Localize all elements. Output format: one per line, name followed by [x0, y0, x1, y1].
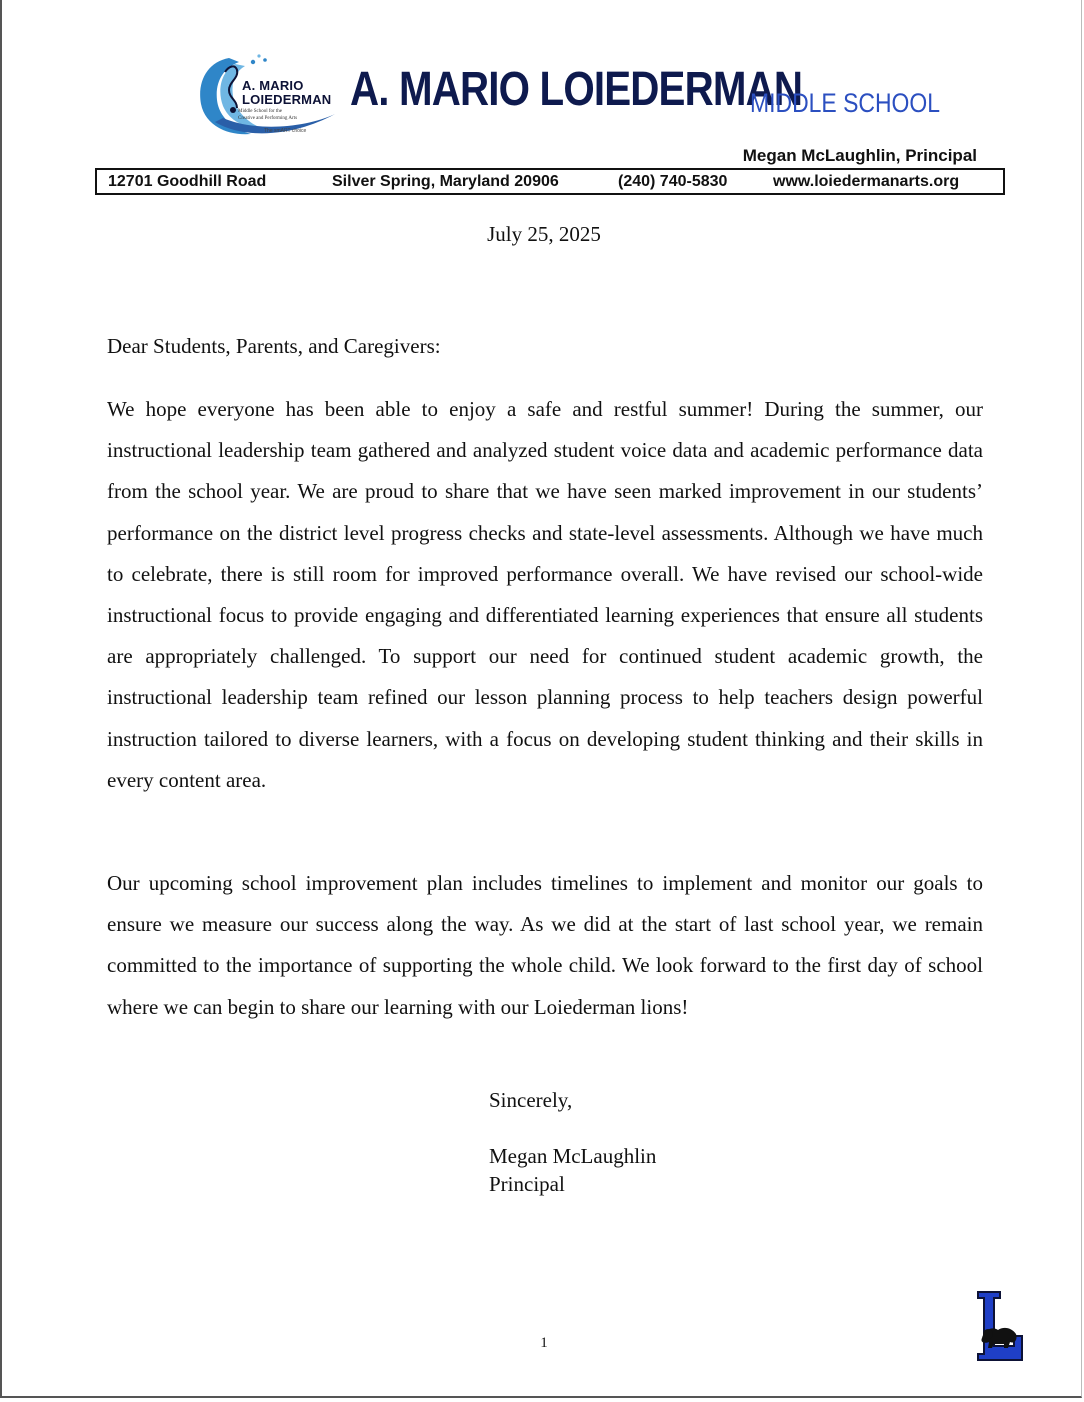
logo-subtitle-2: Creative and Performing Arts — [238, 116, 298, 121]
signer-title: Principal — [489, 1172, 565, 1196]
address-phone: (240) 740-5830 — [618, 173, 728, 190]
school-name: A. MARIO LOIEDERMAN — [350, 63, 803, 116]
letter-paragraph-1: We hope everyone has been able to enjoy a safe and restful summer! During the summer, our instructional leadership team gathered and analyzed student voice data and academic performance data from the school year. We are proud to share that we have seen marked improvement in our students’ performance on the district level progress checks and state-level assessments. Although we have much to celebrate, there is still room for improved performance overall. We have revised our school-wide instructional focus to provide engaging and differentiated learning experiences that ensure all students are appropriately challenged. To support our need for continued student academic growth, the instructional leadership team refined our lesson planning process to help teachers design powerful instruction tailored to diverse learners, with a focus on developing student thinking and their skills in every content area. — [107, 397, 983, 792]
principal-line: Megan McLaughlin, Principal — [742, 146, 977, 165]
logo-tagline: The smART choice — [264, 128, 307, 134]
letter-salutation: Dear Students, Parents, and Caregivers: — [107, 334, 441, 358]
address-website[interactable]: www.loiedermanarts.org — [773, 173, 960, 190]
school-subtitle: MIDDLE SCHOOL — [750, 88, 941, 118]
logo-text-line2: LOIEDERMAN — [242, 92, 332, 107]
letter-paragraph-2: Our upcoming school improvement plan includes timelines to implement and monitor our goals to ensure we measure our success along the way. As we did at the start of last school year, we remain committed to the importance of supporting the whole child. We look forward to the first day of school where we can begin to share our learning with our Loiederman lions! — [107, 871, 983, 1019]
logo-subtitle-1: Middle School for the — [238, 109, 283, 114]
address-street: 12701 Goodhill Road — [108, 173, 267, 190]
logo-text-line1: A. MARIO — [242, 78, 304, 93]
letter-date: July 25, 2025 — [487, 222, 601, 246]
page-number: 1 — [540, 1335, 548, 1351]
address-bar — [95, 168, 1005, 195]
address-city: Silver Spring, Maryland 20906 — [332, 173, 559, 190]
signer-name: Megan McLaughlin — [489, 1144, 657, 1168]
lion-l-mascot-icon — [974, 1290, 1026, 1362]
letter-closing: Sincerely, — [489, 1088, 573, 1112]
